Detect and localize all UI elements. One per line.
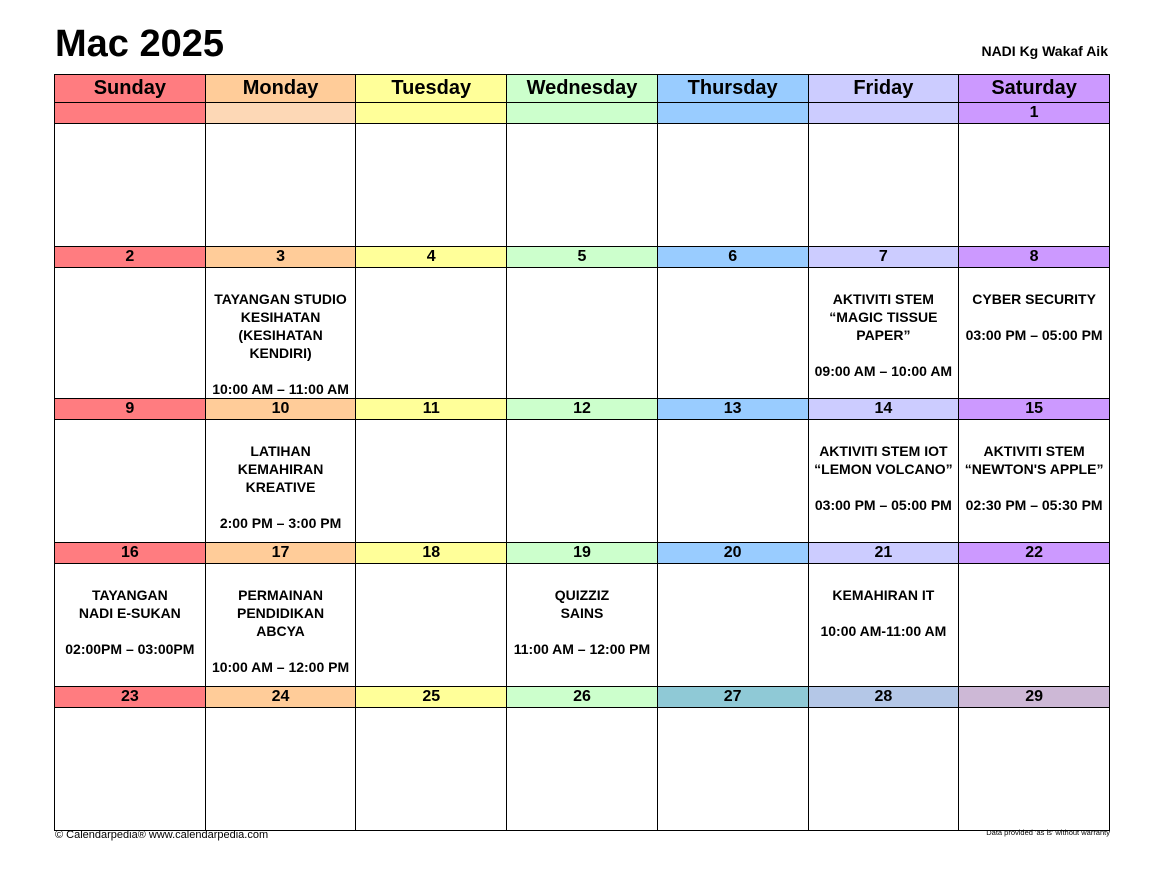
weekday-sunday: Sunday	[55, 75, 206, 103]
event-entry	[959, 268, 1109, 344]
day-number: 9	[55, 399, 206, 420]
weekday-tuesday: Tuesday	[356, 75, 507, 103]
week-events-row	[55, 564, 1110, 687]
day-number	[507, 103, 658, 124]
month-calendar	[54, 74, 1110, 831]
event-text: TAYANGAN	[91, 587, 168, 603]
day-number: 2	[55, 247, 206, 268]
day-cell[interactable]	[959, 420, 1110, 543]
weekday-wednesday: Wednesday	[507, 75, 658, 103]
week-number-row	[55, 543, 1110, 564]
week-number-row	[55, 399, 1110, 420]
event-text: “NEWTON'S APPLE”	[964, 461, 1104, 477]
event-text	[809, 344, 959, 362]
week-number-row	[55, 247, 1110, 268]
day-number: 19	[507, 543, 658, 564]
event-text: 09:00 AM – 10:00 AM	[814, 363, 953, 379]
event-text: 02:00PM – 03:00PM	[65, 641, 195, 657]
day-cell[interactable]	[959, 708, 1110, 831]
day-number: 8	[959, 247, 1110, 268]
week-number-row	[55, 103, 1110, 124]
event-text: QUIZZIZ	[554, 587, 610, 603]
week-number-row	[55, 687, 1110, 708]
event-text: KEMAHIRAN IT	[832, 587, 935, 603]
event-text: KESIHATAN	[240, 309, 321, 325]
event-text: AKTIVITI STEM	[832, 291, 934, 307]
day-cell[interactable]	[205, 124, 356, 247]
day-cell[interactable]	[808, 708, 959, 831]
event-text: 03:00 PM – 05:00 PM	[965, 327, 1103, 343]
day-number: 25	[356, 687, 507, 708]
event-text: (KESIHATAN	[238, 327, 323, 343]
day-number: 17	[205, 543, 356, 564]
week-events-row	[55, 420, 1110, 543]
day-number: 5	[507, 247, 658, 268]
day-cell[interactable]	[55, 268, 206, 399]
event-text: “MAGIC TISSUE	[829, 309, 938, 325]
event-text: NADI E-SUKAN	[78, 605, 181, 621]
event-entry	[809, 420, 959, 514]
event-text	[206, 362, 356, 380]
weekday-thursday: Thursday	[657, 75, 808, 103]
day-number	[55, 103, 206, 124]
day-number: 4	[356, 247, 507, 268]
event-text: TAYANGAN STUDIO	[214, 291, 347, 307]
day-number: 21	[808, 543, 959, 564]
day-cell[interactable]	[205, 268, 356, 399]
day-number: 6	[657, 247, 808, 268]
day-number: 24	[205, 687, 356, 708]
calendar-weeks	[55, 103, 1110, 831]
day-number: 3	[205, 247, 356, 268]
event-text: LATIHAN	[250, 443, 311, 459]
day-cell[interactable]	[356, 268, 507, 399]
day-number: 27	[657, 687, 808, 708]
event-text	[55, 622, 205, 640]
page-title: Mac 2025	[55, 23, 225, 65]
day-number: 1	[959, 103, 1110, 124]
day-number: 29	[959, 687, 1110, 708]
day-cell[interactable]	[205, 420, 356, 543]
event-text	[959, 478, 1109, 496]
day-number	[205, 103, 356, 124]
day-number: 18	[356, 543, 507, 564]
weekday-monday: Monday	[205, 75, 356, 103]
weekday-header-row	[55, 75, 1110, 103]
event-text: 10:00 AM – 12:00 PM	[211, 659, 350, 675]
day-cell[interactable]	[808, 268, 959, 399]
event-text: “LEMON VOLCANO”	[814, 461, 953, 477]
event-entry	[809, 268, 959, 380]
day-cell[interactable]	[55, 124, 206, 247]
event-entry	[507, 564, 657, 658]
day-cell[interactable]	[205, 564, 356, 687]
day-cell[interactable]	[808, 124, 959, 247]
day-cell[interactable]	[356, 564, 507, 687]
footer-disclaimer: Data provided 'as is' without warranty	[986, 828, 1110, 837]
event-entry	[959, 420, 1109, 514]
calendar-subtitle: NADI Kg Wakaf Aik	[981, 43, 1108, 59]
event-text: SAINS	[560, 605, 604, 621]
day-cell[interactable]	[507, 420, 658, 543]
day-cell[interactable]	[657, 268, 808, 399]
day-cell[interactable]	[657, 420, 808, 543]
event-entry	[206, 420, 356, 532]
day-cell[interactable]	[808, 420, 959, 543]
event-text: 10:00 AM – 11:00 AM	[212, 381, 349, 397]
day-number: 16	[55, 543, 206, 564]
event-text: AKTIVITI STEM	[983, 443, 1085, 459]
event-text: 03:00 PM – 05:00 PM	[814, 497, 952, 513]
day-cell[interactable]	[507, 564, 658, 687]
day-cell[interactable]	[356, 708, 507, 831]
event-text: PENDIDIKAN	[236, 605, 325, 621]
event-entry	[809, 564, 959, 640]
day-cell[interactable]	[507, 268, 658, 399]
day-cell[interactable]	[205, 708, 356, 831]
day-cell[interactable]	[507, 708, 658, 831]
day-number: 15	[959, 399, 1110, 420]
day-number: 13	[657, 399, 808, 420]
day-number: 10	[205, 399, 356, 420]
day-cell[interactable]	[55, 708, 206, 831]
event-text	[809, 478, 959, 496]
day-number: 7	[808, 247, 959, 268]
day-number: 28	[808, 687, 959, 708]
event-text	[206, 496, 356, 514]
event-text	[507, 622, 657, 640]
day-cell[interactable]	[959, 124, 1110, 247]
day-cell[interactable]	[55, 564, 206, 687]
week-events-row	[55, 708, 1110, 831]
day-cell[interactable]	[356, 124, 507, 247]
event-text: AKTIVITI STEM IOT	[819, 443, 948, 459]
day-number	[356, 103, 507, 124]
day-number: 11	[356, 399, 507, 420]
day-cell[interactable]	[959, 268, 1110, 399]
day-number: 22	[959, 543, 1110, 564]
day-number: 26	[507, 687, 658, 708]
day-number: 23	[55, 687, 206, 708]
event-entry	[206, 268, 356, 398]
day-cell[interactable]	[507, 124, 658, 247]
event-text: 02:30 PM – 05:30 PM	[965, 497, 1103, 513]
day-cell[interactable]	[657, 708, 808, 831]
day-cell[interactable]	[657, 124, 808, 247]
event-text: PERMAINAN	[238, 587, 323, 603]
day-number	[808, 103, 959, 124]
event-text	[206, 640, 356, 658]
event-text: KENDIRI)	[249, 345, 312, 361]
event-text: 10:00 AM-11:00 AM	[820, 623, 947, 639]
event-text: KREATIVE	[245, 479, 316, 495]
day-number	[657, 103, 808, 124]
event-text	[959, 308, 1109, 326]
event-text: PAPER”	[856, 327, 911, 343]
day-number: 12	[507, 399, 658, 420]
footer-credit: © Calendarpedia® www.calendarpedia.com	[55, 829, 269, 841]
day-cell[interactable]	[959, 564, 1110, 687]
day-cell[interactable]	[356, 420, 507, 543]
day-cell[interactable]	[657, 564, 808, 687]
event-text: CYBER SECURITY	[972, 291, 1096, 307]
weekday-saturday: Saturday	[959, 75, 1110, 103]
event-text: KEMAHIRAN	[237, 461, 324, 477]
day-number: 20	[657, 543, 808, 564]
day-cell[interactable]	[55, 420, 206, 543]
event-text: ABCYA	[256, 623, 305, 639]
week-events-row	[55, 268, 1110, 399]
event-text: 11:00 AM – 12:00 PM	[513, 641, 651, 657]
day-number: 14	[808, 399, 959, 420]
event-text	[809, 604, 959, 622]
weekday-friday: Friday	[808, 75, 959, 103]
day-cell[interactable]	[808, 564, 959, 687]
event-entry	[55, 564, 205, 658]
event-text: 2:00 PM – 3:00 PM	[219, 515, 342, 531]
week-events-row	[55, 124, 1110, 247]
event-entry	[206, 564, 356, 676]
